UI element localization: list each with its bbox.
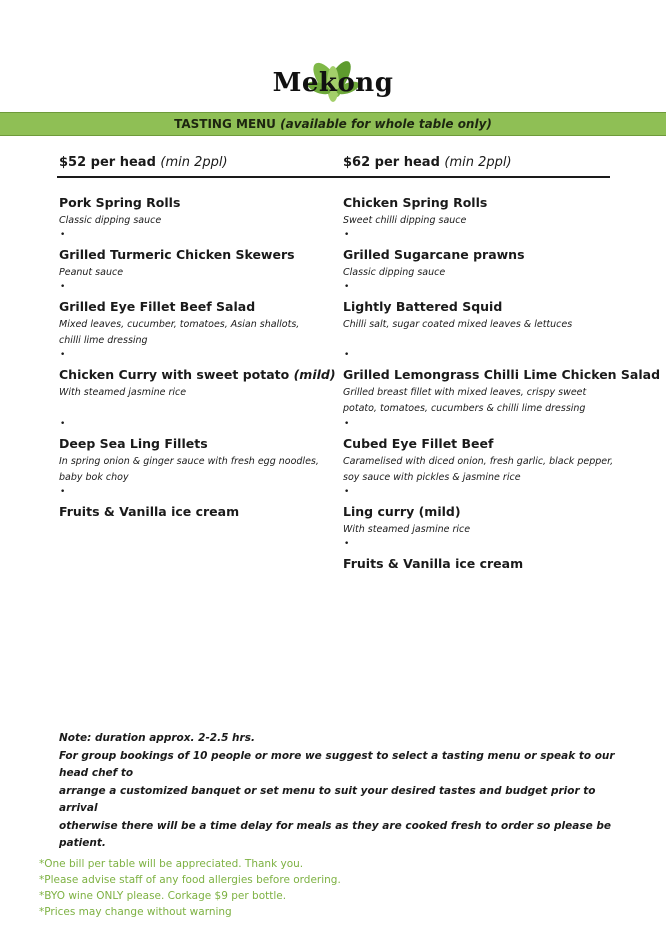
item-desc: With steamed jasmine rice	[59, 387, 187, 398]
banner-subtitle: (available for whole table only)	[280, 117, 492, 131]
menu-item	[59, 367, 336, 401]
note-line: arrange a customized banquet or set menu to suit your desired tastes and budget prior to arrival	[59, 784, 596, 814]
item-desc-line: soy sauce with pickles & jasmine rice	[343, 472, 521, 483]
item-desc-line: Caramelised with diced onion, fresh garlic, black pepper,	[343, 456, 614, 467]
item-name: Grilled Turmeric Chicken Skewers	[59, 247, 295, 262]
item-desc-line: chilli lime dressing	[59, 335, 148, 346]
item-name: Cubed Eye Fillet Beef	[343, 436, 494, 451]
footer-line: *One bill per table will be appreciated. Thank you.	[39, 858, 304, 870]
item-desc-line: Grilled breast fillet with mixed leaves, crispy sweet	[343, 387, 587, 398]
banner-title: TASTING MENU	[174, 117, 276, 131]
item-name: Grilled Sugarcane prawns	[343, 247, 525, 262]
menu-item	[59, 504, 239, 520]
item-desc: Classic dipping sauce	[59, 215, 162, 226]
separator-bullet: •	[344, 282, 350, 292]
note-line: Note: duration approx. 2-2.5 hrs.	[59, 732, 255, 744]
item-desc-line: Mixed leaves, cucumber, tomatoes, Asian shallots,	[59, 319, 300, 330]
item-desc-line: baby bok choy	[59, 472, 129, 483]
item-name-row	[59, 367, 336, 383]
item-name: Chicken Curry with sweet potato	[59, 367, 290, 382]
item-desc: Sweet chilli dipping sauce	[343, 215, 467, 226]
item-desc	[343, 454, 613, 486]
menu-item	[59, 436, 319, 486]
item-name: Lightly Battered Squid	[343, 299, 503, 314]
item-name: Chicken Spring Rolls	[343, 195, 488, 210]
footer-notes	[39, 856, 539, 920]
item-name: Deep Sea Ling Fillets	[59, 436, 208, 451]
item-desc: Chilli salt, sugar coated mixed leaves & lettuces	[343, 319, 573, 330]
menu-item	[59, 299, 299, 349]
item-name: Fruits & Vanilla ice cream	[59, 504, 240, 519]
restaurant-name: Mekong	[272, 68, 394, 98]
separator-bullet: •	[344, 539, 350, 549]
menu-item	[343, 195, 487, 229]
item-desc	[59, 317, 299, 349]
item-name: Grilled Lemongrass Chilli Lime Chicken Salad	[343, 367, 661, 382]
separator-bullet: •	[344, 487, 350, 497]
separator-bullet: •	[60, 230, 66, 240]
header-divider	[57, 176, 610, 178]
footer-line: *Prices may change without warning	[39, 906, 232, 918]
item-name-suffix: (mild)	[293, 367, 336, 382]
min-people: (min 2ppl)	[160, 155, 228, 170]
item-desc	[59, 454, 319, 486]
item-desc: With steamed jasmine rice	[343, 524, 471, 535]
note-line: For group bookings of 10 people or more we suggest to select a tasting menu or speak to our head chef to	[59, 749, 615, 779]
menu-item	[59, 247, 295, 281]
separator-bullet: •	[344, 350, 350, 360]
separator-bullet: •	[344, 230, 350, 240]
item-name: Grilled Eye Fillet Beef Salad	[59, 299, 256, 314]
footer-line: *BYO wine ONLY please. Corkage $9 per bottle.	[39, 890, 287, 902]
price-label: $62 per head	[343, 155, 440, 170]
item-name: Pork Spring Rolls	[59, 195, 181, 210]
separator-bullet: •	[60, 282, 66, 292]
menu-item	[343, 247, 525, 281]
tasting-menu-banner	[0, 112, 666, 136]
separator-bullet: •	[60, 350, 66, 360]
booking-note	[59, 730, 619, 853]
item-name: Ling curry (mild)	[343, 504, 461, 519]
menu-item	[59, 195, 180, 229]
min-people: (min 2ppl)	[444, 155, 512, 170]
footer-line: *Please advise staff of any food allergies before ordering.	[39, 874, 341, 886]
menu-item	[343, 299, 572, 333]
menu-62-header	[343, 154, 618, 172]
item-desc: Peanut sauce	[59, 267, 124, 278]
menu-item	[343, 436, 613, 486]
menu-item	[343, 504, 470, 538]
separator-bullet: •	[60, 419, 66, 429]
price-heading	[343, 154, 618, 172]
price-label: $52 per head	[59, 155, 156, 170]
menu-52-header	[59, 154, 329, 172]
item-desc-line: In spring onion & ginger sauce with fresh egg noodles,	[59, 456, 319, 467]
item-name: Fruits & Vanilla ice cream	[343, 556, 524, 571]
note-line: otherwise there will be a time delay for meals as they are cooked fresh to order so please be patient.	[59, 819, 611, 849]
menu-item	[343, 556, 523, 572]
separator-bullet: •	[60, 487, 66, 497]
item-desc: Classic dipping sauce	[343, 267, 446, 278]
item-desc-line: potato, tomatoes, cucumbers & chilli lime dressing	[343, 403, 586, 414]
separator-bullet: •	[344, 419, 350, 429]
menu-item	[343, 367, 660, 417]
item-desc	[343, 385, 660, 417]
logo	[0, 48, 666, 108]
price-heading	[59, 154, 329, 172]
